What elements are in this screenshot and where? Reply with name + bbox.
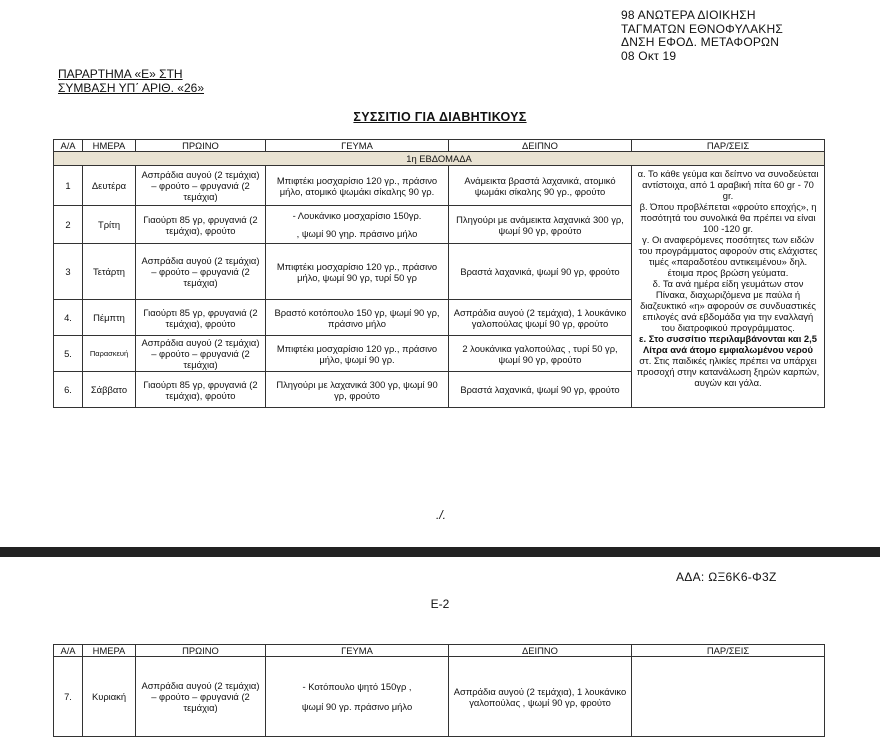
col-header-num: Α/Α — [54, 645, 83, 657]
row-lunch-line-1: - Λουκάνικο μοσχαρίσιο 150γρ. — [292, 210, 422, 221]
row-dinner: Βραστά λαχανικά, ψωμί 90 γρ, φρούτο — [449, 244, 632, 300]
note-f: στ. Στις παιδικές ηλικίες πρέπει να υπάρχει προσοχή στην κατανάλωση ξηρών καρπών, αυγών και γάλα. — [636, 355, 820, 388]
row-dinner: Ασπράδια αυγού (2 τεμάχια), 1 λουκάνικο γαλοπούλας ψωμί 90 γρ, φρούτο — [449, 300, 632, 336]
row-lunch: Πληγούρι με λαχανικά 300 γρ, ψωμί 90 γρ, φρούτο — [266, 372, 449, 408]
note-d: δ. Τα ανά ημέρα είδη γευμάτων στον Πίνακα, διαχωριζόμενα με παύλα ή διαζευκτικό «η» αφορούν σε συνδυαστικές επιλογές ανά εβδομάδα για την εναλλαγή του διατροφικού προγράμματος. — [640, 278, 816, 333]
row-dinner: 2 λουκάνικα γαλοπούλας , τυρί 50 γρ, ψωμί 90 γρ, φρούτο — [449, 336, 632, 372]
ada-code: ΑΔΑ: ΩΞ6Κ6-Φ3Ζ — [676, 570, 777, 584]
row-day: Τετάρτη — [83, 244, 136, 300]
row-num: 2 — [54, 206, 83, 244]
table-row — [54, 657, 825, 737]
note-e: ε. Στο συσσίτιο περιλαμβάνονται και 2,5 Λίτρα ανά άτομο εμφιαλωμένου νερού — [639, 333, 817, 355]
row-lunch — [266, 206, 449, 244]
row-breakfast: Ασπράδια αυγού (2 τεμάχια) – φρούτο – φρυγανιά (2 τεμάχια) — [136, 657, 266, 737]
row-day: Τρίτη — [83, 206, 136, 244]
issue-date: 08 Οκτ 19 — [621, 48, 677, 63]
row-lunch-line-2: ψωμί 90 γρ. πράσινο μήλο — [301, 701, 413, 712]
row-breakfast: Ασπράδια αυγού (2 τεμάχια) – φρούτο – φρυγανιά (2 τεμάχια) — [136, 244, 266, 300]
page-number: Ε-2 — [430, 597, 450, 611]
col-header-notes: ΠΑΡ/ΣΕΙΣ — [632, 645, 825, 657]
row-day: Πέμπτη — [83, 300, 136, 336]
col-header-breakfast: ΠΡΩΙΝΟ — [136, 140, 266, 152]
row-num: 1 — [54, 166, 83, 206]
page-divider — [0, 547, 880, 557]
note-a: α. Το κάθε γεύμα και δείπνο να συνοδεύεται αντίστοιχα, από 1 αραβική πίτα 60 gr - 70 gr. — [637, 168, 819, 201]
week-label: 1η ΕΒΔΟΜΑΔΑ — [54, 152, 825, 166]
row-breakfast: Γιαούρτι 85 γρ, φρυγανιά (2 τεμάχια), φρούτο — [136, 372, 266, 408]
row-lunch: Μπιφτέκι μοσχαρίσιο 120 γρ., πράσινο μήλο, ψωμί 90 γρ, τυρί 50 γρ — [266, 244, 449, 300]
row-num: 6. — [54, 372, 83, 408]
note-b: β. Όπου προβλέπεται «φρούτο εποχής», η ποσότητά του συνολικά θα πρέπει να είναι 100 -120 gr. — [639, 201, 817, 234]
row-dinner: Πληγούρι με ανάμεικτα λαχανικά 300 γρ, ψωμί 90 γρ, φρούτο — [449, 206, 632, 244]
row-breakfast: Ασπράδια αυγού (2 τεμάχια) – φρούτο – φρυγανιά (2 τεμάχια) — [136, 166, 266, 206]
col-header-num: Α/Α — [54, 140, 83, 152]
menu-table — [53, 139, 825, 408]
row-dinner: Ανάμεικτα βραστά λαχανικά, ατομικό ψωμάκι σίκαλης 90 γρ., φρούτο — [449, 166, 632, 206]
row-dinner: Ασπράδια αυγού (2 τεμάχια), 1 λουκάνικο γαλοπούλας , ψωμί 90 γρ, φρούτο — [449, 657, 632, 737]
menu-table-continued — [53, 644, 825, 737]
row-lunch: Βραστό κοτόπουλο 150 γρ, ψωμί 90 γρ, πράσινο μήλο — [266, 300, 449, 336]
row-day: Κυριακή — [83, 657, 136, 737]
row-num: 4. — [54, 300, 83, 336]
row-lunch-line-1: - Κοτόπουλο ψητό 150γρ , — [302, 681, 412, 692]
row-lunch: Μπιφτέκι μοσχαρίσιο 120 γρ., πράσινο μήλο, ψωμί 90 γρ. — [266, 336, 449, 372]
col-header-notes: ΠΑΡ/ΣΕΙΣ — [632, 140, 825, 152]
notes-cell — [632, 166, 825, 408]
week-row — [54, 152, 825, 166]
row-notes — [632, 657, 825, 737]
col-header-dinner: ΔΕΙΠΝΟ — [449, 645, 632, 657]
row-dinner: Βραστά λαχανικά, ψωμί 90 γρ, φρούτο — [449, 372, 632, 408]
annex-reference — [58, 68, 204, 95]
row-day: Παρασκευή — [83, 336, 136, 372]
row-breakfast: Ασπράδια αυγού (2 τεμάχια) – φρούτο – φρυγανιά (2 τεμάχια) — [136, 336, 266, 372]
table-row — [54, 166, 825, 206]
col-header-dinner: ΔΕΙΠΝΟ — [449, 140, 632, 152]
note-c: γ. Οι αναφερόμενες ποσότητες των ειδών του προγράμματος αφορούν στις ελάχιστες τιμές «παραδοτέου αντικειμένου» δηλ. έτοιμα προς βρώση γεύματα. — [638, 234, 818, 278]
row-num: 3 — [54, 244, 83, 300]
row-breakfast: Γιαούρτι 85 γρ, φρυγανιά (2 τεμάχια), φρούτο — [136, 300, 266, 336]
page-end-mark: ./. — [436, 508, 447, 522]
annex-line-1: ΠΑΡΑΡΤΗΜΑ «Ε» ΣΤΗ — [58, 67, 183, 81]
row-num: 7. — [54, 657, 83, 737]
row-num: 5. — [54, 336, 83, 372]
row-breakfast: Γιαούρτι 85 γρ, φρυγανιά (2 τεμάχια), φρούτο — [136, 206, 266, 244]
issuer-line-1: 98 ΑΝΩΤΕΡΑ ΔΙΟΙΚΗΣΗ — [621, 8, 756, 22]
document-title: ΣΥΣΣΙΤΙΟ ΓΙΑ ΔΙΑΒΗΤΙΚΟΥΣ — [353, 110, 527, 124]
col-header-lunch: ΓΕΥΜΑ — [266, 645, 449, 657]
col-header-lunch: ΓΕΥΜΑ — [266, 140, 449, 152]
row-lunch — [266, 657, 449, 737]
table-header-row — [54, 140, 825, 152]
table-header-row — [54, 645, 825, 657]
note-e-f — [636, 333, 820, 388]
col-header-day: ΗΜΕΡΑ — [83, 140, 136, 152]
issuer-line-3: ΔΝΣΗ ΕΦΟΔ. ΜΕΤΑΦΟΡΩΝ — [621, 35, 780, 49]
document-page-2 — [0, 557, 880, 738]
row-day: Σάββατο — [83, 372, 136, 408]
row-lunch: Μπιφτέκι μοσχαρίσιο 120 γρ., πράσινο μήλο, ατομικό ψωμάκι σίκαλης 90 γρ. — [266, 166, 449, 206]
issuer-header — [621, 9, 783, 63]
col-header-day: ΗΜΕΡΑ — [83, 645, 136, 657]
row-day: Δευτέρα — [83, 166, 136, 206]
annex-line-2: ΣΥΜΒΑΣΗ ΥΠ΄ ΑΡΙΘ. «26» — [58, 80, 205, 95]
row-lunch-line-2: , ψωμί 90 γηρ. πράσινο μήλο — [296, 228, 418, 239]
col-header-breakfast: ΠΡΩΙΝΟ — [136, 645, 266, 657]
issuer-line-2: ΤΑΓΜΑΤΩΝ ΕΘΝΟΦΥΛΑΚΗΣ — [621, 21, 783, 36]
